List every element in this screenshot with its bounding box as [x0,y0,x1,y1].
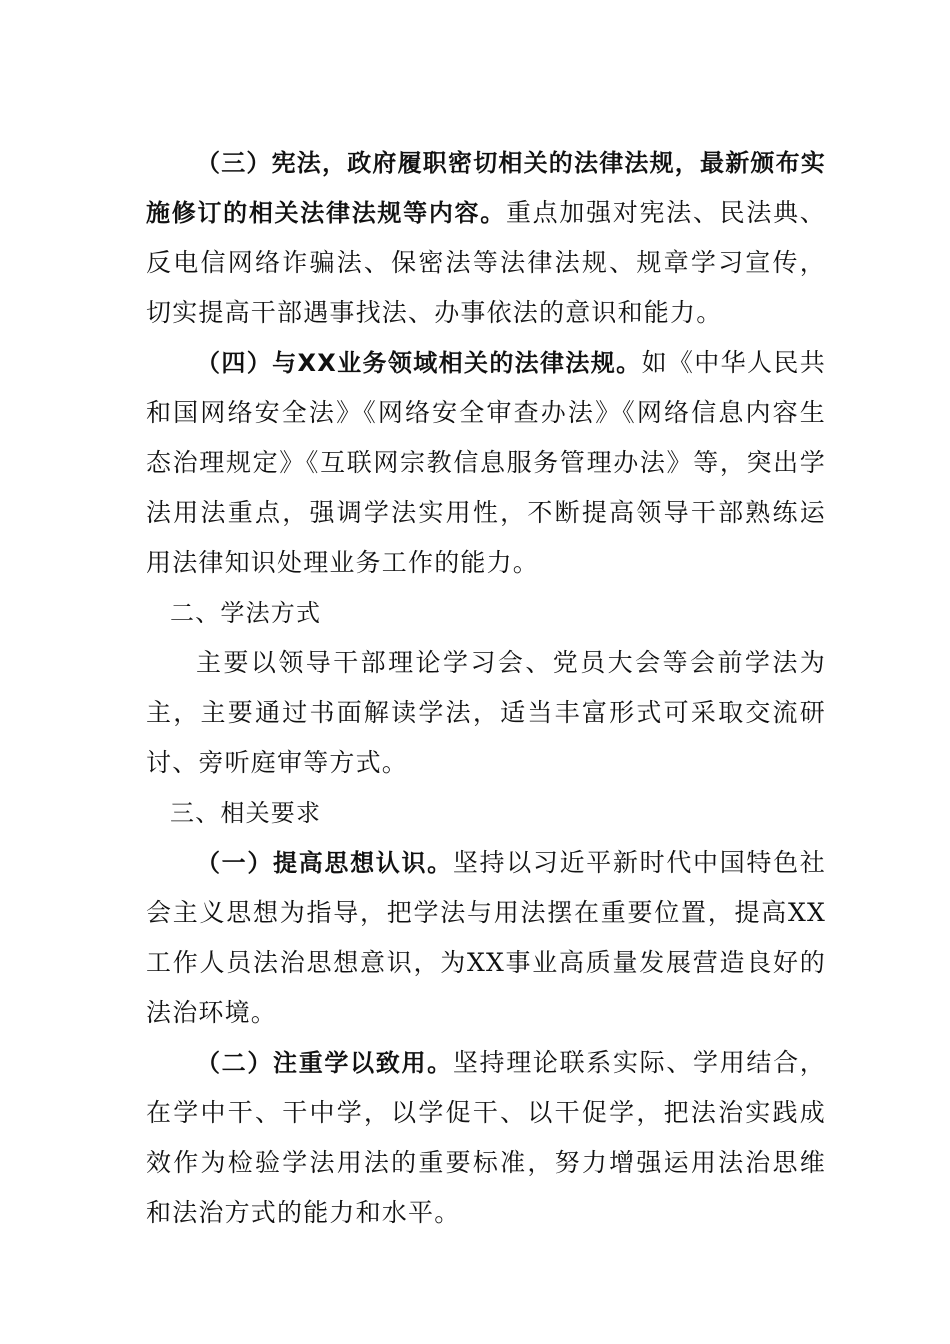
paragraph-constitution-laws [146,138,826,338]
section-heading-study-method: 二、学法方式 [170,599,322,627]
paragraph-apply-learning [146,1038,826,1238]
paragraph-raise-awareness [146,838,826,1038]
paragraph-text: 重点加强对宪法、民法典、反电信网络诈骗法、保密法等法律法规、规章学习宣传，切实提高干部遇事找法、办事依法的意识和能力。 [146,198,826,327]
paragraph-heading: （三）宪法，政府履职密切相关的法律法规，最新颁布实施修订的相关法律法规等内容。 [146,149,826,227]
section-heading-requirements: 三、相关要求 [170,799,322,827]
paragraph-domain-laws [146,338,826,588]
document-body [146,138,826,1238]
paragraph-text: 如《中华人民共和国网络安全法》《网络安全审查办法》《网络信息内容生态治理规定》《互联网宗教信息服务管理办法》等，突出学法用法重点，强调学法实用性，不断提高领导干部熟练运用法律知识处理业务工作的能力。 [146,348,827,577]
paragraph-text: 坚持理论联系实际、学用结合，在学中干、干中学，以学促干、以干促学，把法治实践成效作为检验学法用法的重要标准，努力增强运用法治思维和法治方式的能力和水平。 [146,1048,826,1227]
paragraph-heading: （一）提高思想认识。 [196,849,453,877]
paragraph-heading: （四）与XX业务领域相关的法律法规。 [196,349,642,377]
paragraph-text: 坚持以习近平新时代中国特色社会主义思想为指导，把学法与用法摆在重要位置，提高XX工作人员法治思想意识，为XX事业高质量发展营造良好的法治环境。 [146,848,826,1027]
paragraph-study-method: 主要以领导干部理论学习会、党员大会等会前学法为主，主要通过书面解读学法，适当丰富形式可采取交流研讨、旁听庭审等方式。 [146,648,826,777]
paragraph-heading: （二）注重学以致用。 [196,1049,453,1077]
